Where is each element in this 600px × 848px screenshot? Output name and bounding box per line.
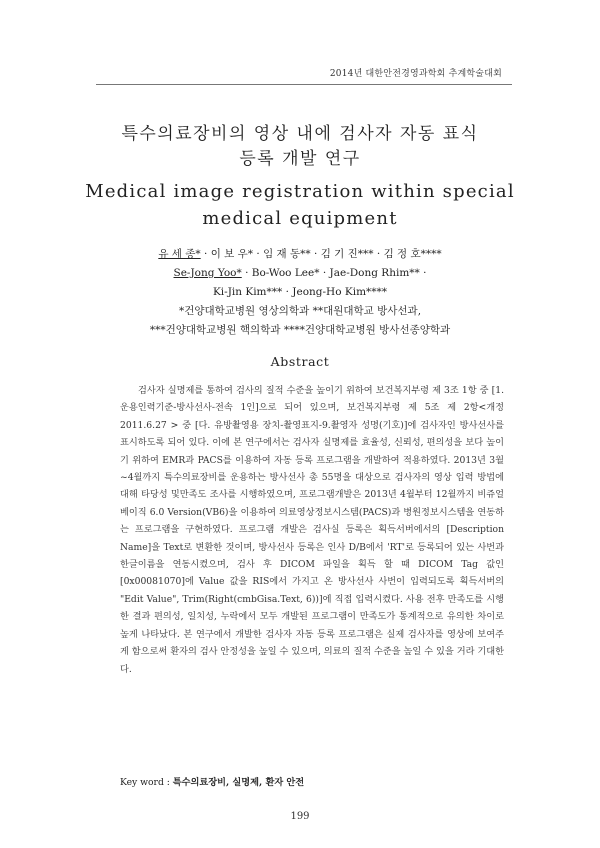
author-ko: 김 정 호**** — [383, 248, 442, 260]
keywords-terms: 특수의료장비, 실명제, 환자 안전 — [172, 777, 305, 788]
keywords-label: Key word : — [120, 777, 170, 788]
korean-title — [0, 122, 600, 172]
header-rule — [96, 84, 512, 85]
english-title-line-2: medical equipment — [202, 208, 398, 229]
running-header: 2014년 대한안전경영과학회 추계학술대회 — [329, 69, 502, 79]
author-ko: 유 세 종* — [158, 248, 201, 260]
korean-title-line-2: 등록 개발 연구 — [239, 149, 361, 169]
author-ko: 김 기 진*** — [320, 248, 374, 260]
author-en: Se-Jong Yoo* — [173, 267, 242, 279]
author-ko: 이 보 우* — [210, 248, 254, 260]
english-authors-line-2: Ki-Jin Kim*** · Jeong-Ho Kim**** — [212, 286, 388, 298]
affiliation-line-1: *건양대학교병원 영상의학과 **대원대학교 방사선과, — [178, 305, 422, 317]
author-en: Jae-Dong Rhim** — [329, 267, 420, 279]
korean-title-line-1: 특수의료장비의 영상 내에 검사자 자동 표식 — [121, 124, 479, 144]
affiliation-line-2: ***건양대학교병원 핵의학과 ****건양대학교병원 방사선종양학과 — [149, 324, 451, 336]
page-number: 199 — [290, 811, 310, 822]
korean-authors: 유 세 종* · 이 보 우* · 임 재 동** · 김 기 진*** · 김 정 호**** — [158, 248, 442, 260]
english-title — [0, 178, 600, 232]
keywords — [120, 774, 504, 788]
title-block — [0, 122, 600, 232]
abstract-body: 검사자 실명제를 통하여 검사의 질적 수준을 높이기 위하여 보건복지부령 제 3조 1항 중 [1. 운용인력기준-방사선사-전속 1인]으로 되어 있으며, 보건복지부령 제 5조 제 2항<개정 2011.6.27 > 중 [다. 유방촬영용 장치-촬영표지-9.촬영자 성명(기호)]에 검사자인 방사선사를 표시하도록 되어 있다. 이에 본 연구에서는 검사자 실명제를 효율성, 신뢰성, 편의성을 보다 높이기 위하여 EMR과 PACS를 이용하여 자동 등록 프로그램을 개발하여 적용하였다. 2013년 3월~4월까지 특수의료장비를 운용하는 방사선사 총 55명을 대상으로 검사자의 영상 입력 방법에 대해 타당성 및만족도 조사를 시행하였으며, 프로그램개발은 2013년 4월부터 12월까지 비쥬얼베이직 6.0 Version(VB6)을 이용하여 의료영상정보시스템(PACS)과 병원정보시스템을 연동하는 프로그램을 구현하였다. 프로그램 개발은 검사실 등록은 획득서버에서의 [Description Name]을 Text로 변환한 것이며, 방사선사 등록은 인사 D/B에서 'RT'로 등록되어 있는 사번과 한글이름을 연동시켰으며, 검사 후 DICOM 파일을 획득 할 때 DICOM Tag 값인 [0x00081070]에 Value 값을 RIS에서 가지고 온 방사선사 사번이 입력되도록 획득서버의 "Edit Value", Trim(Right(cmbGisa.Text, 6))]에 직접 입력시켰다. 사용 전후 만족도를 시행한 결과 편의성, 일치성, 누락에서 모두 개발된 프로그램이 만족도가 통계적으로 유의한 차이로 높게 나타났다. 본 연구에서 개발한 검사자 자동 등록 프로그램은 실제 검사자를 영상에 보여주게 함으로써 환자의 검사 안정성을 높일 수 있으며, 의료의 질적 수준을 높일 수 있을 거라 기대한다. — [120, 385, 504, 675]
author-block — [0, 245, 600, 340]
author-en: Jeong-Ho Kim**** — [292, 286, 388, 298]
author-en: Bo-Woo Lee* — [251, 267, 320, 279]
english-title-line-1: Medical image registration within special — [85, 181, 515, 202]
author-en: Ki-Jin Kim*** — [212, 286, 283, 298]
abstract-heading: Abstract — [270, 354, 330, 369]
english-authors-line-1: Se-Jong Yoo* · Bo-Woo Lee* · Jae-Dong Rhim** · — [173, 267, 427, 279]
author-ko: 임 재 동** — [263, 248, 311, 260]
